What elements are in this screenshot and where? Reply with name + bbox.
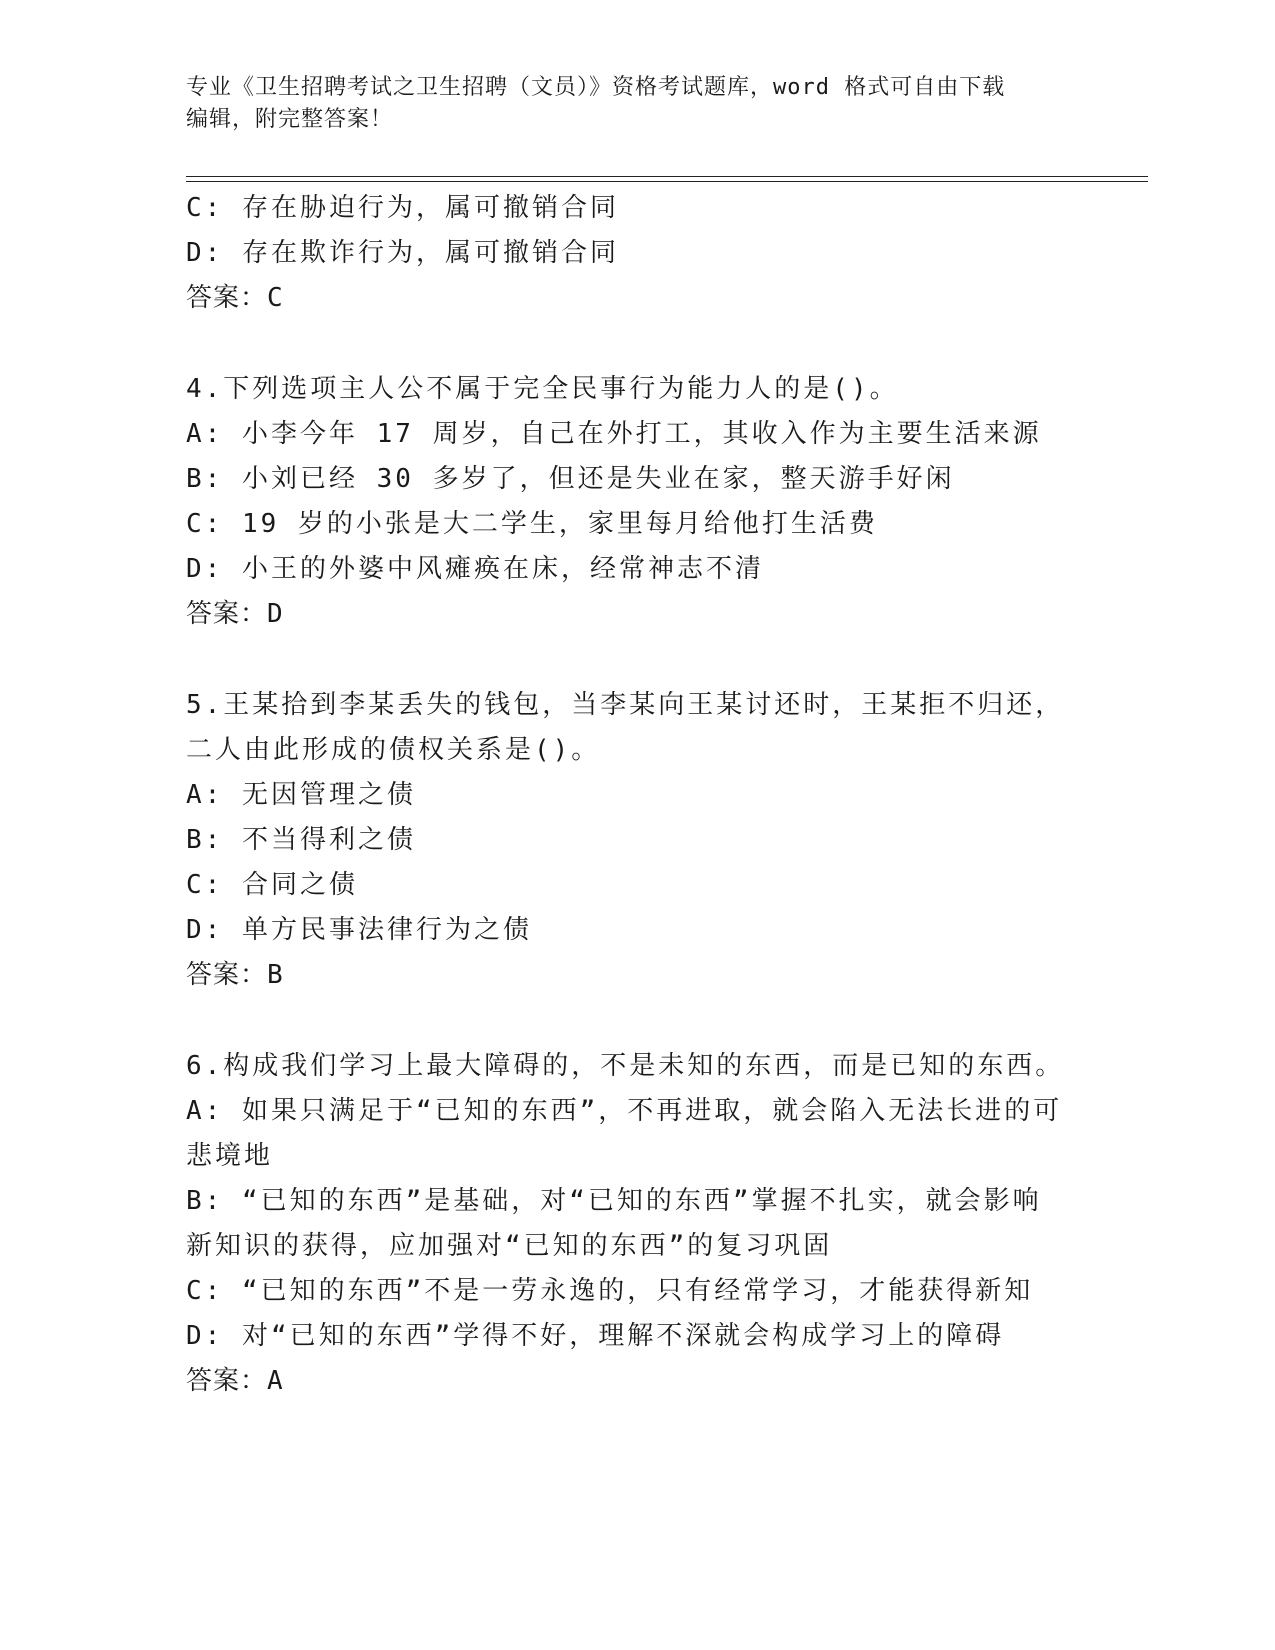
answer-label: 答案： [186,960,268,990]
option-line: B: “已知的东西”是基础，对“已知的东西”掌握不扎实，就会影响 [186,1186,1042,1216]
answer-label: 答案： [186,599,268,629]
option-line: D: 对“已知的东西”学得不好，理解不深就会构成学习上的障碍 [186,1321,1005,1351]
carry-over-block [186,186,1106,321]
option-line-continued: 新知识的获得，应加强对“已知的东西”的复习巩固 [186,1231,833,1261]
option-line: C: 存在胁迫行为，属可撤销合同 [186,193,619,223]
header-line-1: 专业《卫生招聘考试之卫生招聘（文员）》资格考试题库，word 格式可自由下载 [186,75,1006,100]
option-line: D: 小王的外婆中风瘫痪在床，经常神志不清 [186,554,764,584]
option-line: A: 无因管理之债 [186,780,416,810]
question-content [186,186,1106,1404]
answer-label: 答案： [186,283,268,313]
option-line-continued: 悲境地 [186,1141,274,1171]
option-line: C: 合同之债 [186,870,358,900]
question-stem: 6.构成我们学习上最大障碍的，不是未知的东西，而是已知的东西。 [186,1051,1065,1081]
option-line: A: 如果只满足于“已知的东西”，不再进取，就会陷入无法长进的可 [186,1096,1063,1126]
option-line: D: 存在欺诈行为，属可撤销合同 [186,238,619,268]
spacer [186,321,1106,367]
answer-label: 答案： [186,1366,268,1396]
spacer [186,637,1106,683]
option-line: C: 19 岁的小张是大二学生，家里每月给他打生活费 [186,509,878,539]
question-stem-continued: 二人由此形成的债权关系是()。 [186,735,601,765]
header-rule-bottom [186,181,1148,182]
answer-line [186,592,1106,637]
option-line: C: “已知的东西”不是一劳永逸的，只有经常学习，才能获得新知 [186,1276,1034,1306]
answer-line [186,276,1106,321]
answer-line [186,1359,1106,1404]
spacer [186,998,1106,1044]
question-stem: 4.下列选项主人公不属于完全民事行为能力人的是()。 [186,374,899,404]
question-block-5 [186,683,1106,998]
question-stem: 5.王某拾到李某丢失的钱包，当李某向王某讨还时，王某拒不归还， [186,690,1065,720]
page-header [186,72,1106,136]
answer-value: D [267,599,284,629]
option-line: A: 小李今年 17 周岁，自己在外打工，其收入作为主要生活来源 [186,419,1042,449]
header-line-2: 编辑，附完整答案！ [186,107,394,132]
option-line: B: 不当得利之债 [186,825,416,855]
answer-value: A [267,1366,284,1396]
answer-line [186,953,1106,998]
option-line: B: 小刘已经 30 多岁了，但还是失业在家，整天游手好闲 [186,464,955,494]
question-block-4 [186,367,1106,637]
option-line: D: 单方民事法律行为之债 [186,915,532,945]
answer-value: B [267,960,284,990]
header-rule-top [186,176,1148,177]
answer-value: C [267,283,284,313]
question-block-6 [186,1044,1106,1404]
